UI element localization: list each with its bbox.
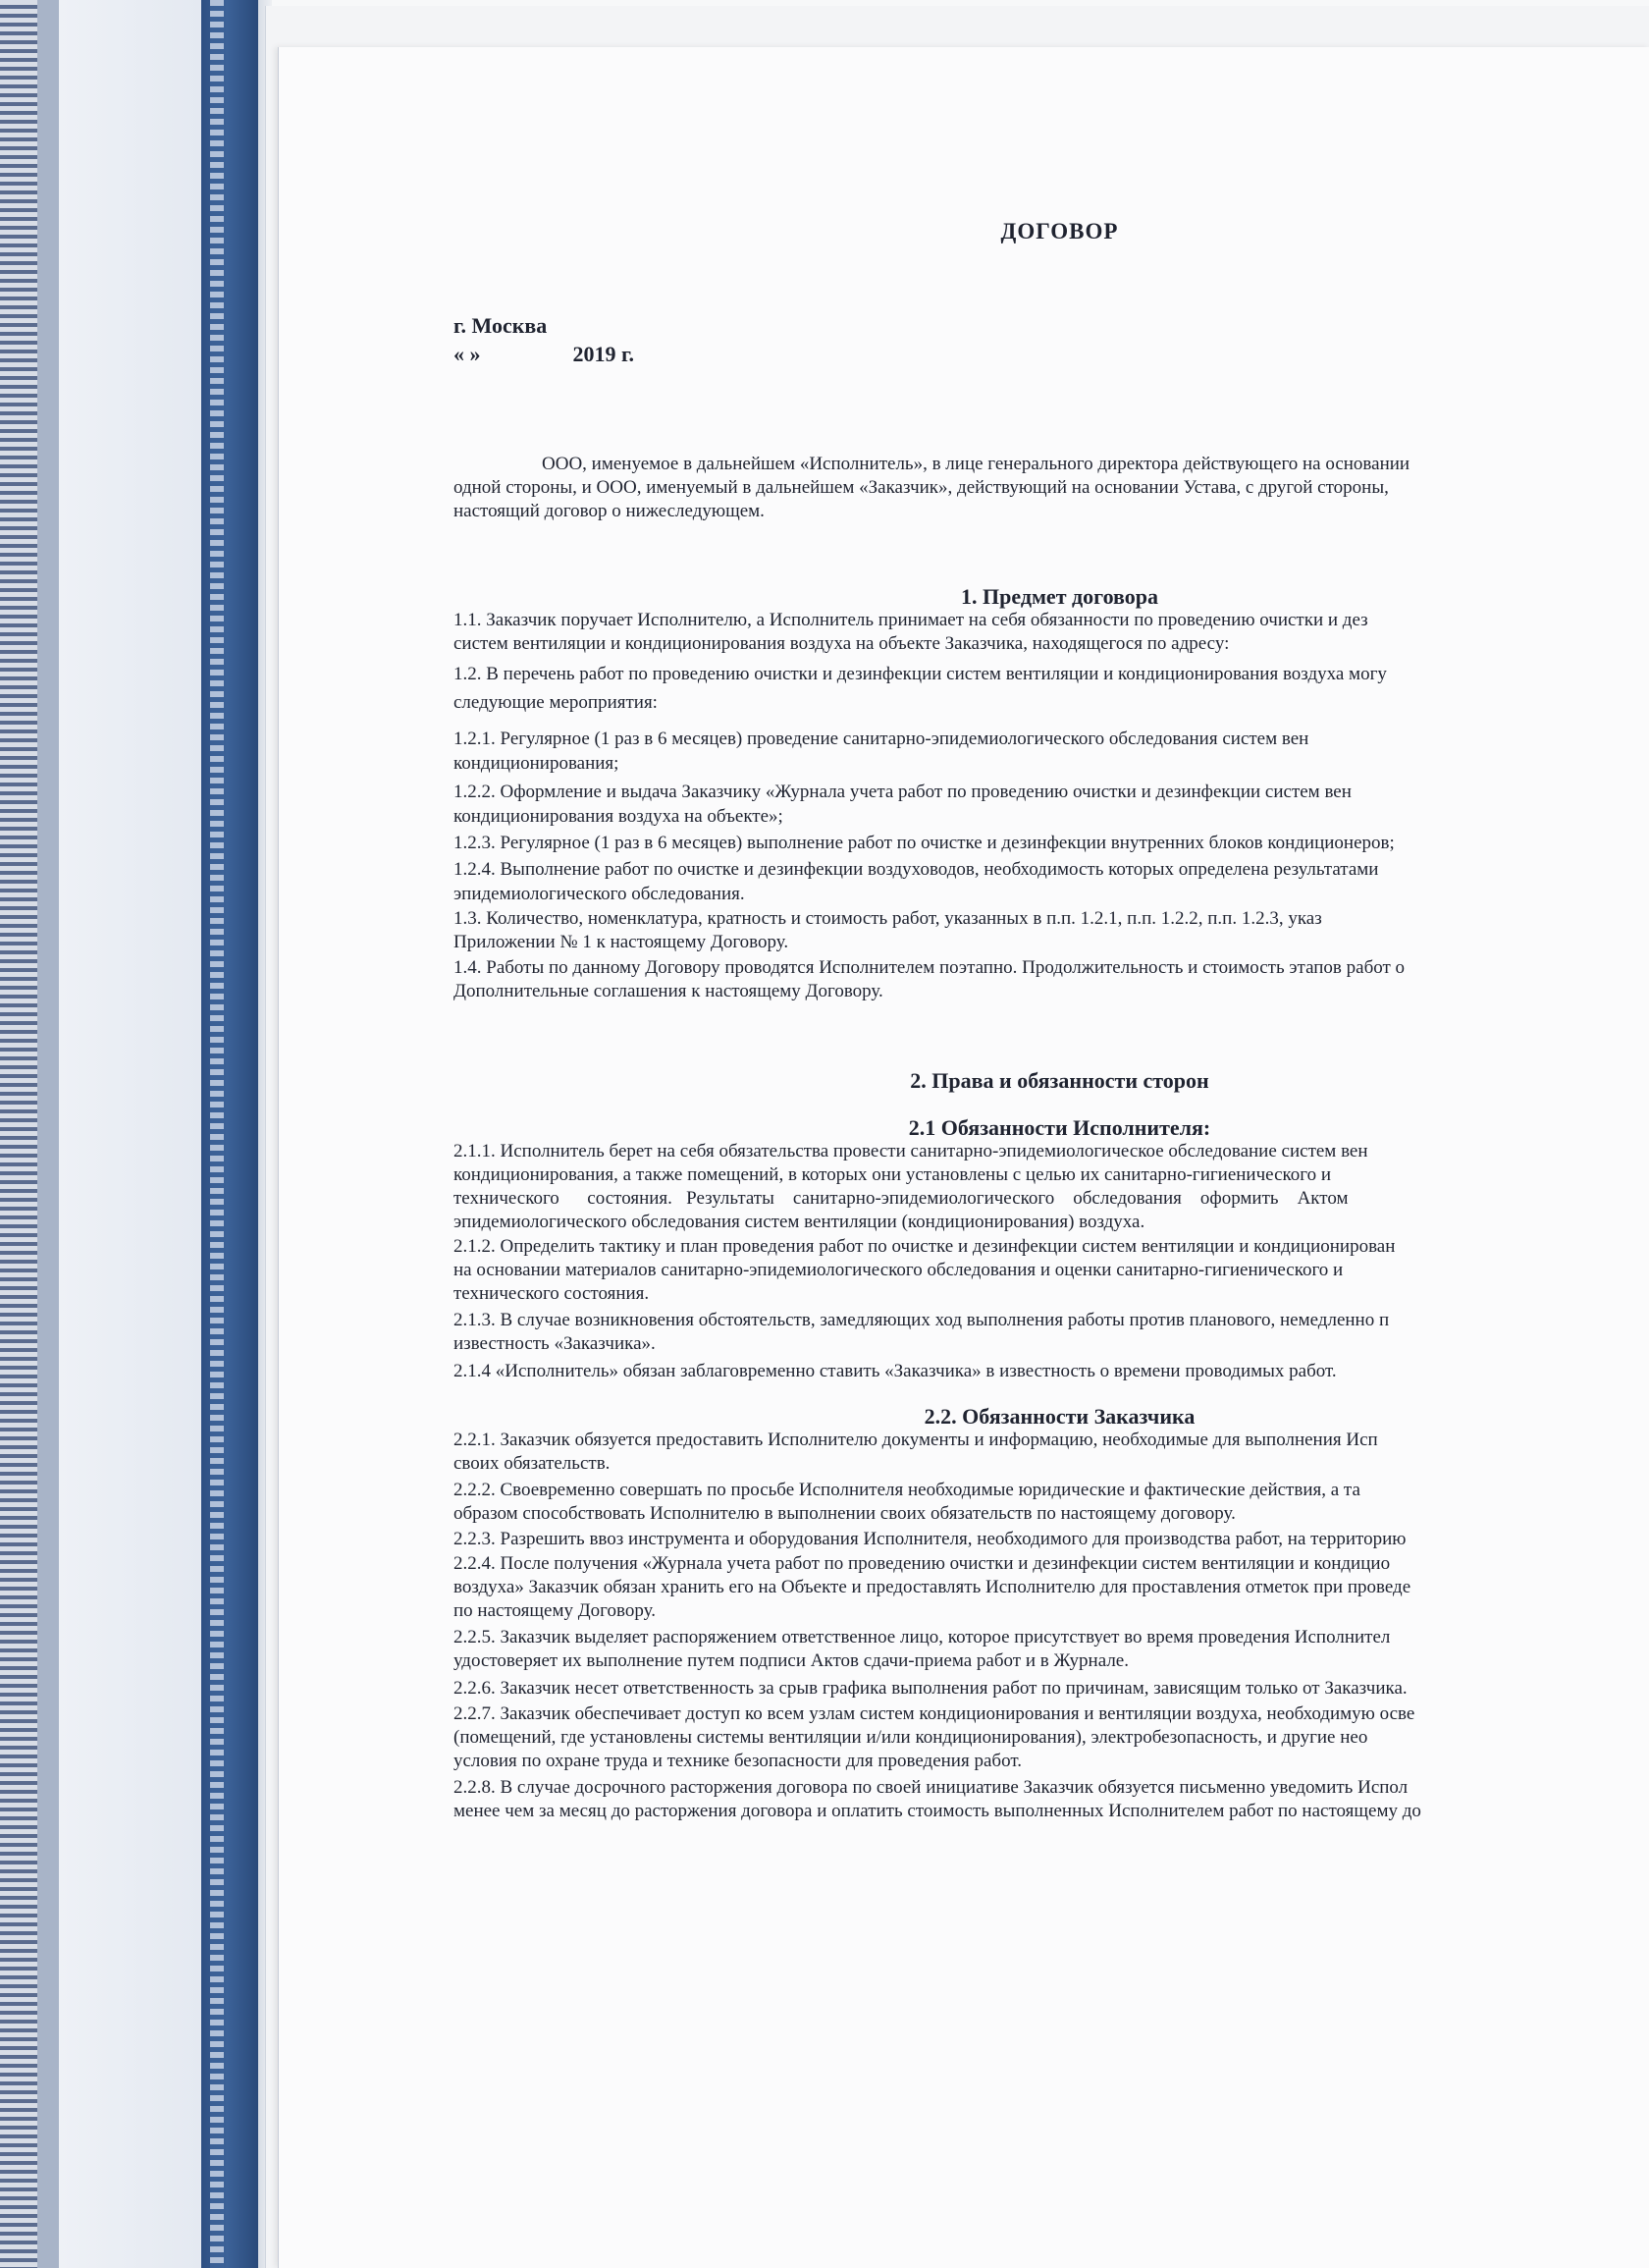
section1-line: кондиционирования воздуха на объекте»;: [453, 806, 783, 827]
section1-line: 1.2. В перечень работ по проведению очистки и дезинфекции систем вентиляции и кондиционирования воздуха могу: [453, 664, 1387, 684]
subsection22-line: 2.2.2. Своевременно совершать по просьбе Исполнителя необходимые юридические и фактические действия, а та: [453, 1480, 1360, 1500]
city-line: г. Москва: [453, 313, 548, 338]
date-line: [453, 342, 634, 367]
subsection22-line: 2.2.4. После получения «Журнала учета работ по проведению очистки и дезинфекции систем вентиляции и кондицио: [453, 1553, 1391, 1574]
subsection22-line: 2.2.8. В случае досрочного расторжения договора по своей инициативе Заказчик обязуется письменно уведомить Испол: [453, 1777, 1409, 1798]
section1-line: 1.2.2. Оформление и выдача Заказчику «Журнала учета работ по проведению очистки и дезинфекции систем вен: [453, 782, 1352, 802]
subsection21-line: 2.1.3. В случае возникновения обстоятельств, замедляющих ход выполнения работы против планового, немедленно п: [453, 1310, 1390, 1330]
subsection22-line: менее чем за месяц до расторжения договора и оплатить стоимость выполненных Исполнителем работ по настоящему до: [453, 1801, 1421, 1821]
section1-line: систем вентиляции и кондиционирования воздуха на объекте Заказчика, находящегося по адресу:: [453, 633, 1230, 654]
subsection21-line: технического состояния. Результаты санитарно-эпидемиологического обследования оформить Актом: [453, 1188, 1349, 1209]
subsection22-line: воздуха» Заказчик обязан хранить его на Объекте и предоставлять Исполнителю для проставления отметок при проведе: [453, 1577, 1411, 1597]
binding-teeth: [210, 0, 224, 2268]
subsection22-line: своих обязательств.: [453, 1453, 611, 1474]
section1-line: 1.1. Заказчик поручает Исполнителю, а Исполнитель принимает на себя обязанности по проведению очистки и дез: [453, 610, 1368, 630]
subsection21-line: 2.1.4 «Исполнитель» обязан заблаговременно ставить «Заказчика» в известность о времени проводимых работ.: [453, 1361, 1337, 1381]
subsection21-heading: 2.1 Обязанности Исполнителя:: [908, 1115, 1211, 1140]
section1-heading: 1. Предмет договора: [961, 584, 1158, 609]
section1-line: 1.2.1. Регулярное (1 раз в 6 месяцев) проведение санитарно-эпидемиологического обследования систем вен: [453, 729, 1309, 749]
binder-band: [37, 0, 59, 2268]
subsection21-line: 2.1.1. Исполнитель берет на себя обязательства провести санитарно-эпидемиологическое обследование систем вен: [453, 1141, 1368, 1161]
intro-line-3: настоящий договор о нижеследующем.: [453, 501, 765, 521]
subsection22-line: 2.2.7. Заказчик обеспечивает доступ ко всем узлам систем кондиционирования и вентиляции воздуха, необходимую осве: [453, 1703, 1415, 1724]
subsection22-line: по настоящему Договору.: [453, 1600, 656, 1621]
document-title: ДОГОВОР: [1000, 219, 1119, 243]
section2-heading: 2. Права и обязанности сторон: [910, 1068, 1209, 1093]
subsection22-line: (помещений, где установлены системы вентиляции и/или кондиционирования), электробезопасность, и другие нео: [453, 1727, 1368, 1748]
subsection22-line: образом способствовать Исполнителю в выполнении своих обязательств по настоящему договору.: [453, 1503, 1236, 1524]
subsection22-line: 2.2.3. Разрешить ввоз инструмента и оборудования Исполнителя, необходимого для производства работ, на территорию: [453, 1529, 1407, 1549]
date-year: 2019 г.: [572, 342, 635, 366]
subsection22-line: 2.2.6. Заказчик несет ответственность за срыв графика выполнения работ по причинам, зависящим только от Заказчика.: [453, 1678, 1408, 1699]
section1-line: 1.4. Работы по данному Договору проводятся Исполнителем поэтапно. Продолжительность и стоимость этапов работ о: [453, 957, 1406, 978]
subsection22-heading: 2.2. Обязанности Заказчика: [924, 1404, 1196, 1429]
intro-line-2: одной стороны, и ООО, именуемый в дальнейшем «Заказчик», действующий на основании Устава, с другой стороны,: [453, 477, 1389, 498]
subsection21-line: известность «Заказчика».: [453, 1333, 656, 1354]
subsection22-line: условия по охране труда и технике безопасности для проведения работ.: [453, 1751, 1022, 1771]
section1-line: 1.3. Количество, номенклатура, кратность и стоимость работ, указанных в п.п. 1.2.1, п.п. 1.2.2, п.п. 1.2.3, указ: [453, 908, 1322, 929]
contract-page: [278, 47, 1649, 2268]
folder-cover: [59, 0, 201, 2268]
section1-line: 1.2.3. Регулярное (1 раз в 6 месяцев) выполнение работ по очистке и дезинфекции внутренних блоков кондиционеров;: [453, 833, 1395, 853]
subsection21-line: технического состояния.: [453, 1283, 650, 1304]
section1-line: следующие мероприятия:: [453, 692, 658, 713]
section1-line: кондиционирования;: [453, 753, 619, 774]
date-quote: « »: [453, 342, 481, 366]
intro-text-1: ООО, именуемое в дальнейшем «Исполнитель», в лице генерального директора действующего на основании: [542, 454, 1410, 474]
intro-line-1: [453, 453, 1649, 476]
subsection21-line: эпидемиологического обследования систем вентиляции (кондиционирования) воздуха.: [453, 1212, 1145, 1232]
subsection21-line: кондиционирования, а также помещений, в которых они установлены с целью их санитарно-гигиенического и: [453, 1164, 1332, 1185]
section1-line: эпидемиологического обследования.: [453, 884, 745, 904]
section1-line: Приложении № 1 к настоящему Договору.: [453, 932, 789, 952]
section1-line: 1.2.4. Выполнение работ по очистке и дезинфекции воздуховодов, необходимость которых определена результатами: [453, 859, 1379, 880]
subsection22-line: удостоверяет их выполнение путем подписи Актов сдачи-приема работ и в Журнале.: [453, 1650, 1129, 1671]
subsection22-line: 2.2.5. Заказчик выделяет распоряжением ответственное лицо, которое присутствует во время проведения Исполнител: [453, 1627, 1391, 1647]
section1-line: Дополнительные соглашения к настоящему Договору.: [453, 981, 883, 1001]
subsection21-line: 2.1.2. Определить тактику и план проведения работ по очистке и дезинфекции систем вентиляции и кондиционирован: [453, 1236, 1396, 1257]
subsection21-line: на основании материалов санитарно-эпидемиологического обследования и оценки санитарно-гигиенического и: [453, 1260, 1344, 1280]
binder-spine: [0, 0, 37, 2268]
subsection22-line: 2.2.1. Заказчик обязуется предоставить Исполнителю документы и информацию, необходимые для выполнения Исп: [453, 1430, 1378, 1450]
